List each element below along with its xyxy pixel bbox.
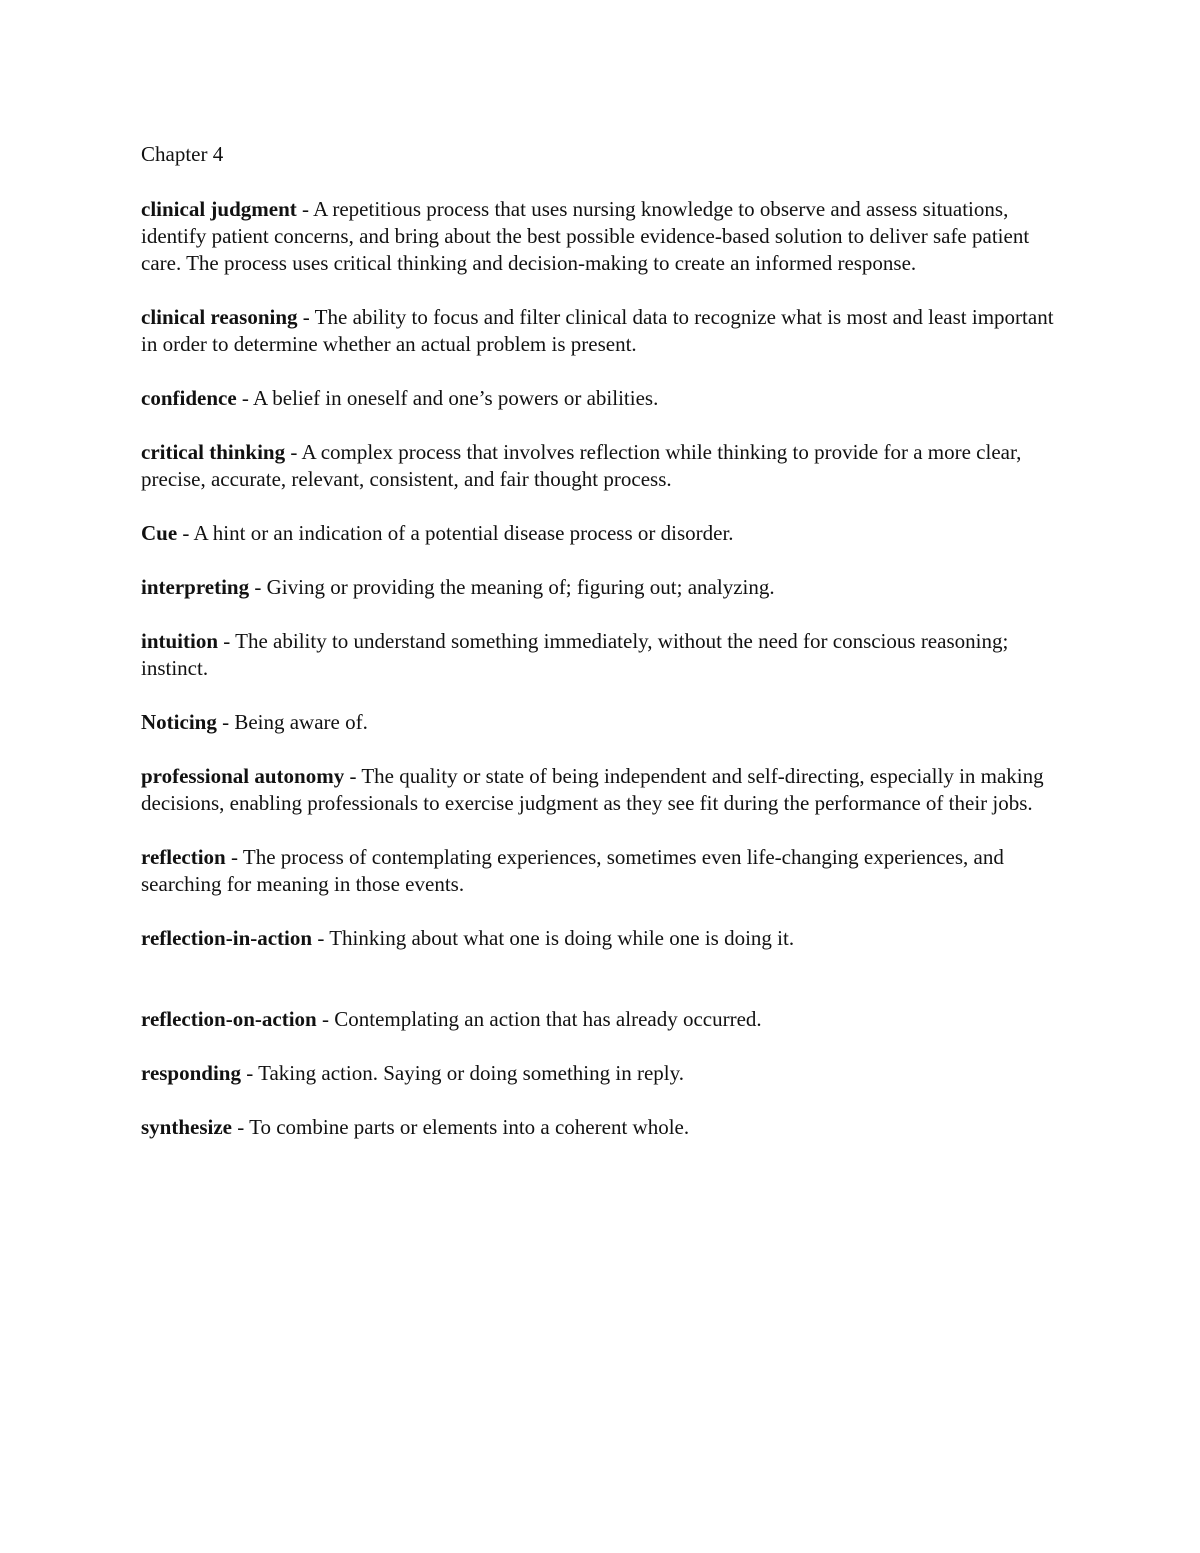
glossary-term: reflection-on-action bbox=[141, 1007, 317, 1031]
term-separator: - bbox=[216, 710, 235, 734]
glossary-definition: The quality or state of being independent and self-directing, especially in making decisions, enabling professionals to exercise judgment as they see fit during the performance of their jobs. bbox=[141, 764, 1044, 815]
glossary-entry bbox=[141, 385, 1061, 412]
term-separator: - bbox=[296, 197, 314, 221]
glossary-term: responding bbox=[141, 1061, 241, 1085]
term-separator: - bbox=[177, 521, 194, 545]
glossary-definition: A belief in oneself and one’s powers or abilities. bbox=[253, 386, 659, 410]
glossary-term: synthesize bbox=[141, 1115, 232, 1139]
term-separator: - bbox=[218, 629, 236, 653]
glossary-entry bbox=[141, 844, 1061, 898]
glossary-entry bbox=[141, 1060, 1061, 1087]
term-separator: - bbox=[297, 305, 315, 329]
glossary-term: interpreting bbox=[141, 575, 250, 599]
glossary-term: critical thinking bbox=[141, 440, 286, 464]
glossary-term: reflection-in-action bbox=[141, 926, 313, 950]
glossary-definition: A complex process that involves reflection while thinking to provide for a more clear, precise, accurate, relevant, consistent, and fair thought process. bbox=[141, 440, 1022, 491]
document-body bbox=[141, 141, 1061, 1168]
glossary-definition: Taking action. Saying or doing something in reply. bbox=[258, 1061, 684, 1085]
glossary-definition: The ability to focus and filter clinical data to recognize what is most and least important in order to determine whether an actual problem is present. bbox=[141, 305, 1054, 356]
term-separator: - bbox=[225, 845, 243, 869]
glossary-entry bbox=[141, 304, 1061, 358]
term-separator: - bbox=[285, 440, 302, 464]
glossary-definition: To combine parts or elements into a coherent whole. bbox=[249, 1115, 690, 1139]
glossary-entry bbox=[141, 574, 1061, 601]
glossary-term: clinical reasoning bbox=[141, 305, 298, 329]
glossary-term: clinical judgment bbox=[141, 197, 297, 221]
glossary-term: Cue bbox=[141, 521, 178, 545]
glossary-definition: Being aware of. bbox=[234, 710, 368, 734]
term-separator: - bbox=[344, 764, 362, 788]
glossary-entry bbox=[141, 196, 1061, 277]
glossary-definition: The process of contemplating experiences, sometimes even life-changing experiences, and searching for meaning in those events. bbox=[141, 845, 1004, 896]
glossary-entry bbox=[141, 709, 1061, 736]
term-separator: - bbox=[236, 386, 253, 410]
term-separator: - bbox=[312, 926, 330, 950]
glossary-definition: A repetitious process that uses nursing knowledge to observe and assess situations, identify patient concerns, and bring about the best possible evidence-based solution to deliver safe patient care. The process uses critical thinking and decision-making to create an informed response. bbox=[141, 197, 1030, 275]
glossary-entry bbox=[141, 1114, 1061, 1141]
term-separator: - bbox=[232, 1115, 250, 1139]
glossary-entry bbox=[141, 628, 1061, 682]
term-separator: - bbox=[241, 1061, 259, 1085]
glossary-entry bbox=[141, 763, 1061, 817]
glossary-definition: A hint or an indication of a potential disease process or disorder. bbox=[193, 521, 734, 545]
glossary-term: reflection bbox=[141, 845, 226, 869]
glossary-entry bbox=[141, 925, 1061, 952]
chapter-heading: Chapter 4 bbox=[141, 142, 224, 166]
glossary-definition: Thinking about what one is doing while one is doing it. bbox=[329, 926, 795, 950]
glossary-term: confidence bbox=[141, 386, 237, 410]
glossary-term: Noticing bbox=[141, 710, 217, 734]
glossary-term: intuition bbox=[141, 629, 219, 653]
term-separator: - bbox=[249, 575, 267, 599]
glossary-definition: The ability to understand something immediately, without the need for conscious reasoning; instinct. bbox=[141, 629, 1009, 680]
glossary-definition: Contemplating an action that has already occurred. bbox=[334, 1007, 762, 1031]
glossary-term: professional autonomy bbox=[141, 764, 345, 788]
glossary-definition: Giving or providing the meaning of; figuring out; analyzing. bbox=[266, 575, 775, 599]
term-separator: - bbox=[316, 1007, 335, 1031]
glossary-entry bbox=[141, 439, 1061, 493]
glossary-entry bbox=[141, 520, 1061, 547]
glossary-entry bbox=[141, 1006, 1061, 1033]
